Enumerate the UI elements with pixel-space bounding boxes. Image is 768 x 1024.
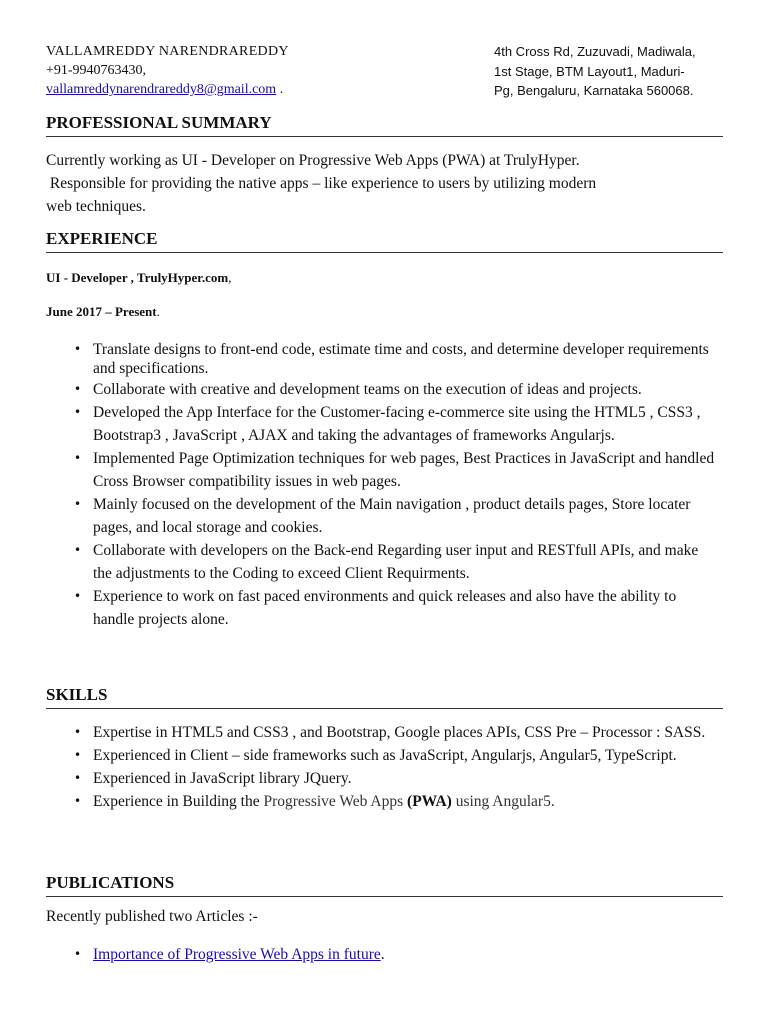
summary-text [46,149,726,218]
summary-line: Currently working as UI - Developer on Progressive Web Apps (PWA) at TrulyHyper. [46,152,580,169]
publications-intro: Recently published two Articles :- [46,908,258,925]
skills-heading: SKILLS [46,685,723,709]
experience-heading: EXPERIENCE [46,229,723,253]
skill-text: Experience in Building the [93,793,264,810]
address-line-3: Pg, Bengaluru, Karnataka 560068. [494,83,694,98]
skill-text-suffix: using Angular5. [451,793,555,810]
summary-heading: PROFESSIONAL SUMMARY [46,113,723,137]
experience-list [46,340,716,631]
list-item: • Collaborate with developers on the Back-end Regarding user input and RESTfull APIs, and make the adjustments to the Coding to exceed Client Requirments. [46,539,716,585]
list-item: • Expertise in HTML5 and CSS3 , and Bootstrap, Google places APIs, CSS Pre – Processor : SASS. [46,721,716,744]
list-item: • Collaborate with creative and development teams on the execution of ideas and projects. [46,380,716,399]
publications-list [46,943,716,966]
list-item: • Mainly focused on the development of the Main navigation , product details pages, Store locater pages, and local storage and cookies. [46,493,716,539]
publications-heading: PUBLICATIONS [46,873,723,897]
job-role-text: UI - Developer , TrulyHyper.com [46,270,229,285]
list-item: • Translate designs to front-end code, estimate time and costs, and determine developer requirements and specifications. [46,340,716,378]
email-line [46,80,289,99]
address-line-1: 4th Cross Rd, Zuzuvadi, Madiwala, [494,44,696,59]
skill-text-bold: (PWA) [407,793,452,810]
list-item: • Experienced in Client – side frameworks such as JavaScript, Angularjs, Angular5, TypeScript. [46,744,716,767]
job-role [46,270,231,286]
list-item: • Experience to work on fast paced environments and quick releases and also have the ability to handle projects alone. [46,585,716,631]
summary-line: Responsible for providing the native apps – like experience to users by utilizing modern [46,175,597,192]
phone-number: +91-9940763430, [46,63,147,78]
list-item: • Developed the App Interface for the Customer-facing e-commerce site using the HTML5 , CSS3 , Bootstrap3 , JavaScript , AJAX and taking the advantages of frameworks Angularjs. [46,401,716,447]
address-line-2: 1st Stage, BTM Layout1, Maduri- [494,63,685,79]
job-role-suffix: , [228,270,232,285]
email-suffix: . [276,82,284,97]
list-item: • Implemented Page Optimization techniques for web pages, Best Practices in JavaScript and handled Cross Browser compatibility issues in web pages. [46,447,716,493]
email-link[interactable]: vallamreddynarendrareddy8@gmail.com [46,82,277,97]
job-dates-text: June 2017 – Present [46,304,157,319]
list-item [46,943,716,966]
article-suffix: . [380,946,385,963]
skill-text-pwa: Progressive Web Apps [263,793,408,810]
job-dates [46,304,160,320]
article-link[interactable]: Importance of Progressive Web Apps in future [93,946,381,963]
list-item [46,790,716,813]
skills-list [46,721,716,813]
candidate-name: VALLAMREDDY NARENDRAREDDY [46,44,289,59]
list-item: • Experienced in JavaScript library JQuery. [46,767,716,790]
summary-line: web techniques. [46,198,146,215]
address-block [494,42,696,101]
job-dates-suffix: . [156,304,160,319]
contact-block [46,42,289,99]
